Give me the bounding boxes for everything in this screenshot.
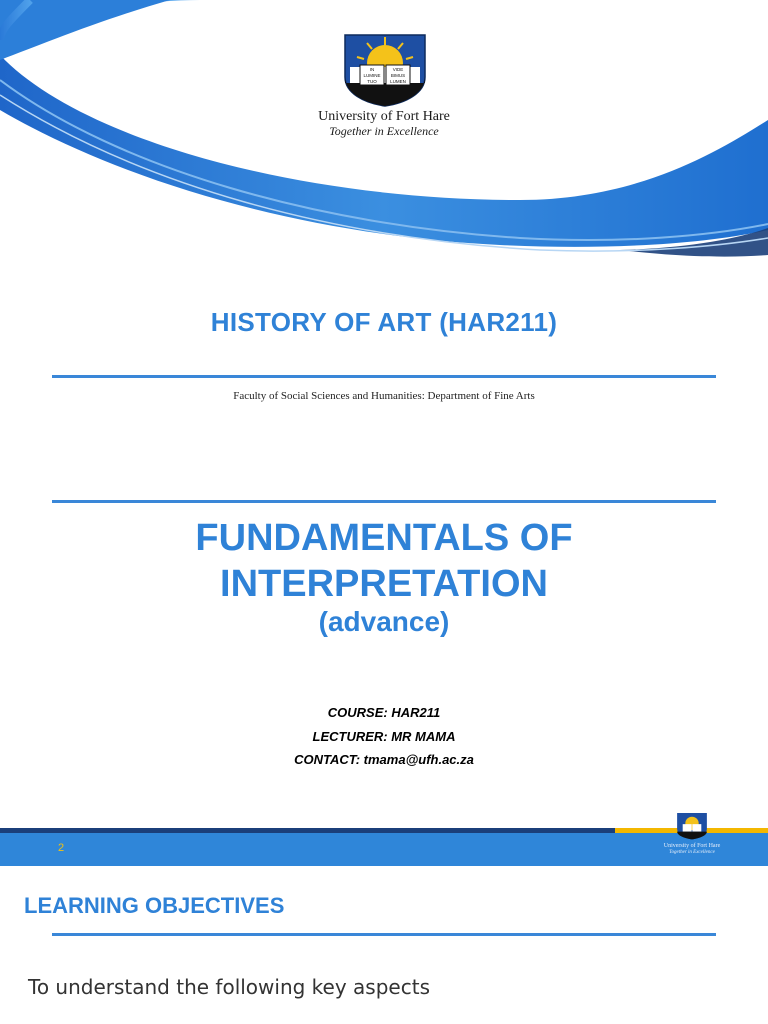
divider (52, 933, 716, 936)
footer-university-motto: Together in Excellence (669, 850, 715, 855)
footer-crest-icon (676, 812, 708, 840)
lecturer-name: LECTURER: MR MAMA (312, 729, 456, 744)
objectives-slide (0, 866, 768, 1024)
crest-text: IN (369, 67, 375, 72)
crest-text: LUMEN (390, 79, 406, 84)
footer-university-name: University of Fort Hare (663, 843, 721, 849)
contact-email: CONTACT: tmama@ufh.ac.za (294, 752, 474, 767)
objectives-intro: To understand the following key aspects (28, 975, 430, 999)
faculty-line: Faculty of Social Sciences and Humanities: Department of Fine Arts (233, 390, 535, 402)
page-number: 2 (58, 842, 65, 854)
crest-text: VIDE (392, 67, 404, 72)
university-motto: Together in Excellence (329, 124, 439, 138)
course-code: COURSE: HAR211 (327, 705, 441, 720)
footer-accent-dark (0, 828, 615, 833)
topic-title-line: INTERPRETATION (220, 563, 548, 605)
divider (52, 500, 716, 503)
crest-text: TUO (367, 79, 377, 84)
crest-text: LUMINE (363, 73, 381, 78)
course-heading: HISTORY OF ART (HAR211) (210, 307, 558, 337)
crest-text: BIMUS (390, 73, 406, 78)
objectives-title: LEARNING OBJECTIVES (24, 893, 285, 918)
topic-title (0, 515, 768, 607)
university-name: University of Fort Hare (318, 109, 450, 124)
topic-title-line: FUNDAMENTALS OF (195, 517, 573, 559)
divider (52, 375, 716, 378)
university-crest-icon (342, 33, 428, 107)
topic-subtitle: (advance) (318, 606, 450, 637)
